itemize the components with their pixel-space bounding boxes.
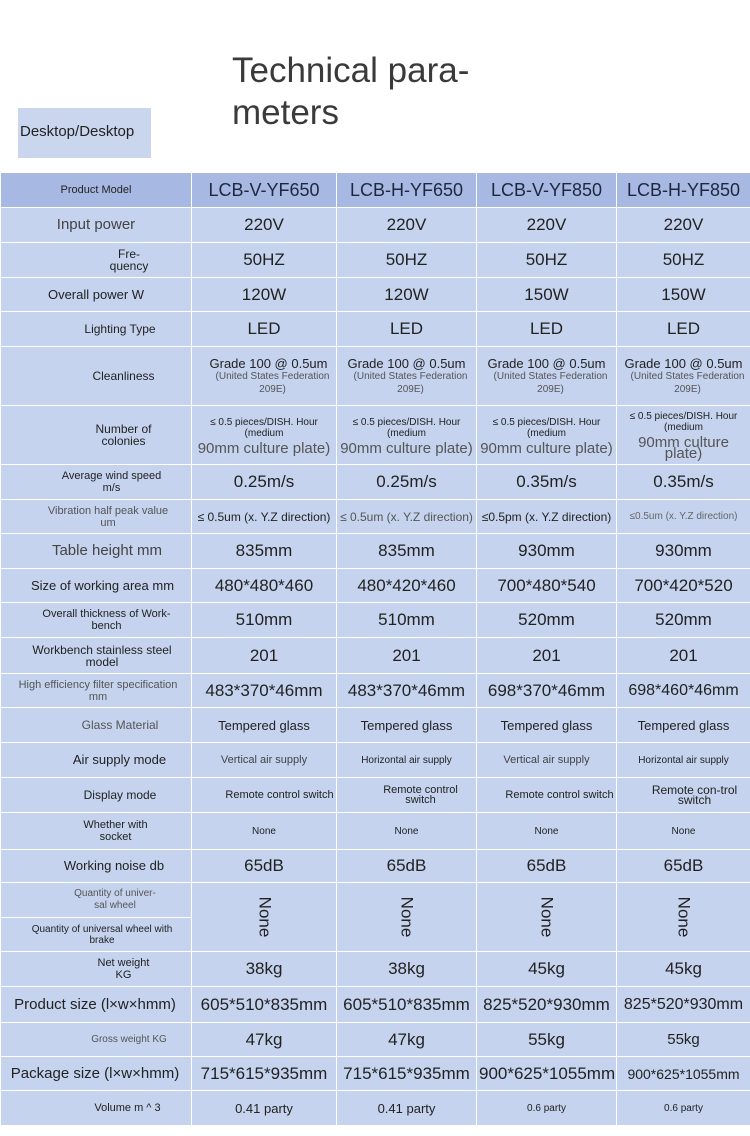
colonies-tail: 90mm culture plate) xyxy=(638,434,729,462)
net-weight-label xyxy=(1,952,192,987)
filter-label-b: mm xyxy=(88,690,108,703)
table-height-label: Table height mm xyxy=(1,534,192,569)
cleanliness-cell xyxy=(337,347,477,406)
steel-label-b: model xyxy=(85,654,119,669)
value-cell: ≤ 0.5um (x. Y.Z direction) xyxy=(192,500,337,534)
frequency-label-a: Fre- xyxy=(118,247,140,261)
universal-wheel-label-b: sal wheel xyxy=(94,900,136,911)
value-cell: 605*510*835mm xyxy=(192,987,337,1023)
package-size-label: Package size (l×w×hmm) xyxy=(1,1057,192,1091)
model-1: LCB-V-YF650 xyxy=(192,173,337,208)
display-label: Display mode xyxy=(1,778,192,813)
value-cell: 0.35m/s xyxy=(477,465,617,500)
value-cell: 150W xyxy=(617,278,750,312)
input-power-label: Input power xyxy=(1,208,192,243)
volume-label: Volume m ^ 3 xyxy=(1,1091,192,1126)
value-cell: None xyxy=(337,813,477,850)
wheel-value-cell xyxy=(192,883,337,952)
wheel-value-cell xyxy=(337,883,477,952)
cleanliness-label: Cleanliness xyxy=(1,347,192,406)
value-cell: 38kg xyxy=(337,952,477,987)
value-cell: 835mm xyxy=(192,534,337,569)
colonies-cell xyxy=(192,406,337,465)
vibration-label-a: Vibration half peak value xyxy=(47,504,169,517)
value-cell: 480*420*460 xyxy=(337,569,477,603)
filter-label-a: High efficiency filter specification xyxy=(18,678,178,691)
value-cell: 55kg xyxy=(477,1023,617,1057)
value-cell: 47kg xyxy=(192,1023,337,1057)
value-cell: 0.6 party xyxy=(477,1091,617,1126)
product-model-label: Product Model xyxy=(1,173,192,208)
cleanliness-main: Grade 100 @ 0.5um xyxy=(347,355,466,371)
colonies-tail: 90mm culture plate) xyxy=(340,439,473,457)
row-lighting xyxy=(1,312,750,347)
product-size-label: Product size (l×w×hmm) xyxy=(1,987,192,1023)
universal-wheel-label-a: Quantity of univer- xyxy=(74,888,156,899)
value-cell: 698*460*46mm xyxy=(617,674,750,708)
vibration-label-b: um xyxy=(100,516,116,529)
value-cell: Horizontal air supply xyxy=(617,743,750,778)
row-socket xyxy=(1,813,750,850)
value-cell: 55kg xyxy=(617,1023,750,1057)
colonies-cell xyxy=(337,406,477,465)
noise-label: Working noise db xyxy=(1,850,192,883)
value-cell: 715*615*935mm xyxy=(192,1057,337,1091)
socket-label-a: Whether with xyxy=(83,819,148,831)
value-cell: 0.6 party xyxy=(617,1091,750,1126)
value-cell: 65dB xyxy=(337,850,477,883)
value-cell: 38kg xyxy=(192,952,337,987)
row-gross-weight xyxy=(1,1023,750,1057)
value-cell: 50HZ xyxy=(617,243,750,278)
value-cell: 201 xyxy=(477,638,617,674)
row-product-size xyxy=(1,987,750,1023)
wind-speed-label-a: Average wind speed xyxy=(61,470,162,482)
value-cell: 825*520*930mm xyxy=(617,987,750,1023)
gross-weight-label: Gross weight KG xyxy=(1,1023,192,1057)
value-cell: 65dB xyxy=(192,850,337,883)
rotated-value: None xyxy=(397,896,417,938)
rotated-value: None xyxy=(537,896,557,938)
universal-wheel-label xyxy=(1,883,192,918)
colonies-label-b: colonies xyxy=(101,434,146,448)
cleanliness-main: Grade 100 @ 0.5um xyxy=(209,355,328,371)
working-area-label: Size of working area mm xyxy=(1,569,192,603)
row-input-power xyxy=(1,208,750,243)
row-universal-wheel xyxy=(1,883,750,918)
value-cell: None xyxy=(477,813,617,850)
thickness-label-b: bench xyxy=(91,620,122,632)
socket-label-b: socket xyxy=(99,831,132,843)
model-4: LCB-H-YF850 xyxy=(617,173,750,208)
value-cell: 65dB xyxy=(477,850,617,883)
wind-speed-label-b: m/s xyxy=(102,482,121,494)
cleanliness-main: Grade 100 @ 0.5um xyxy=(487,355,606,371)
value-cell: 50HZ xyxy=(337,243,477,278)
row-filter xyxy=(1,674,750,708)
value-cell: 0.25m/s xyxy=(337,465,477,500)
brake-wheel-label-b: brake xyxy=(89,934,115,946)
value-cell: Horizontal air supply xyxy=(337,743,477,778)
value-cell: Remote control switch xyxy=(192,778,337,813)
value-cell: 900*625*1055mm xyxy=(617,1057,750,1091)
value-cell: Tempered glass xyxy=(337,708,477,743)
value-cell: 220V xyxy=(192,208,337,243)
rotated-value: None xyxy=(254,896,274,938)
row-noise xyxy=(1,850,750,883)
value-cell: 700*420*520 xyxy=(617,569,750,603)
row-thickness xyxy=(1,603,750,638)
model-2: LCB-H-YF650 xyxy=(337,173,477,208)
value-cell: LED xyxy=(337,312,477,347)
value-cell: 520mm xyxy=(477,603,617,638)
row-working-area xyxy=(1,569,750,603)
socket-label xyxy=(1,813,192,850)
colonies-cell xyxy=(477,406,617,465)
value-cell: 45kg xyxy=(617,952,750,987)
value-cell: 45kg xyxy=(477,952,617,987)
steel-label-a: Workbench stainless steel xyxy=(32,642,172,657)
value-cell: LED xyxy=(617,312,750,347)
glass-label: Glass Material xyxy=(1,708,192,743)
frequency-label xyxy=(1,243,192,278)
brake-wheel-label-a: Quantity of universal wheel with xyxy=(31,923,173,935)
wind-speed-label xyxy=(1,465,192,500)
net-weight-label-b: KG xyxy=(115,969,132,981)
value-cell: Tempered glass xyxy=(192,708,337,743)
value-cell: 483*370*46mm xyxy=(337,674,477,708)
value-cell: Remote con-trol switch xyxy=(617,778,750,813)
filter-label xyxy=(1,674,192,708)
value-cell: 220V xyxy=(617,208,750,243)
value-cell: Remote control switch xyxy=(477,778,617,813)
cleanliness-sub: (United States Federation 209E) xyxy=(215,370,330,395)
rotated-value: None xyxy=(674,896,694,938)
value-cell: 220V xyxy=(477,208,617,243)
colonies-tail: 90mm culture plate) xyxy=(197,439,331,457)
value-cell: 698*370*46mm xyxy=(477,674,617,708)
overall-power-label: Overall power W xyxy=(1,278,192,312)
value-cell: 65dB xyxy=(617,850,750,883)
value-cell: 0.35m/s xyxy=(617,465,750,500)
value-cell: 825*520*930mm xyxy=(477,987,617,1023)
value-cell: 480*480*460 xyxy=(192,569,337,603)
lighting-label: Lighting Type xyxy=(1,312,192,347)
cleanliness-sub: (United States Federation 209E) xyxy=(630,370,745,395)
steel-label xyxy=(1,638,192,674)
value-cell: 510mm xyxy=(192,603,337,638)
row-overall-power xyxy=(1,278,750,312)
model-3: LCB-V-YF850 xyxy=(477,173,617,208)
value-cell: 220V xyxy=(337,208,477,243)
cleanliness-cell xyxy=(477,347,617,406)
row-frequency xyxy=(1,243,750,278)
value-cell: 605*510*835mm xyxy=(337,987,477,1023)
value-cell: LED xyxy=(192,312,337,347)
value-cell: 930mm xyxy=(477,534,617,569)
value-cell: 510mm xyxy=(337,603,477,638)
value-cell: 50HZ xyxy=(192,243,337,278)
row-steel xyxy=(1,638,750,674)
value-cell: Tempered glass xyxy=(617,708,750,743)
row-cleanliness xyxy=(1,347,750,406)
page-title xyxy=(232,50,532,134)
value-cell: LED xyxy=(477,312,617,347)
frequency-label-b: quency xyxy=(109,259,149,273)
value-cell: 520mm xyxy=(617,603,750,638)
value-cell: 835mm xyxy=(337,534,477,569)
air-supply-label: Air supply mode xyxy=(1,743,192,778)
thickness-label-a: Overall thickness of Work- xyxy=(42,608,171,620)
row-colonies xyxy=(1,406,750,465)
colonies-main: ≤ 0.5 pieces/DISH. Hour (medium xyxy=(629,411,738,433)
cleanliness-sub: (United States Federation 209E) xyxy=(353,370,468,395)
value-cell: 120W xyxy=(337,278,477,312)
colonies-label xyxy=(1,406,192,465)
value-cell: 930mm xyxy=(617,534,750,569)
row-glass xyxy=(1,708,750,743)
cleanliness-main: Grade 100 @ 0.5um xyxy=(624,355,743,371)
row-net-weight xyxy=(1,952,750,987)
cleanliness-cell xyxy=(192,347,337,406)
value-cell: 50HZ xyxy=(477,243,617,278)
thickness-label xyxy=(1,603,192,638)
net-weight-label-a: Net weight xyxy=(97,957,150,969)
value-cell: Remote control switch xyxy=(337,778,477,813)
title-line-1: Technical para- xyxy=(232,51,470,90)
row-display xyxy=(1,778,750,813)
title-line-2: meters xyxy=(232,93,339,132)
value-cell: ≤ 0.5um (x. Y.Z direction) xyxy=(337,500,477,534)
value-cell: 120W xyxy=(192,278,337,312)
header-row xyxy=(1,173,750,208)
row-package-size xyxy=(1,1057,750,1091)
value-cell: Tempered glass xyxy=(477,708,617,743)
value-cell: 900*625*1055mm xyxy=(477,1057,617,1091)
colonies-main: ≤ 0.5 pieces/DISH. Hour (medium xyxy=(352,416,461,439)
value-cell: 0.41 party xyxy=(337,1091,477,1126)
colonies-label-a: Number of xyxy=(95,422,152,436)
value-cell: 483*370*46mm xyxy=(192,674,337,708)
value-cell: 201 xyxy=(337,638,477,674)
value-cell: ≤0.5um (x. Y.Z direction) xyxy=(617,500,750,534)
colonies-cell xyxy=(617,406,750,465)
row-volume xyxy=(1,1091,750,1126)
wheel-value-cell xyxy=(617,883,750,952)
value-cell: 0.25m/s xyxy=(192,465,337,500)
value-cell: 700*480*540 xyxy=(477,569,617,603)
category-tag: Desktop/Desktop xyxy=(18,108,151,158)
cleanliness-sub: (United States Federation 209E) xyxy=(493,370,608,395)
value-cell: 201 xyxy=(617,638,750,674)
value-cell: Vertical air supply xyxy=(192,743,337,778)
value-cell: None xyxy=(192,813,337,850)
value-cell: ≤0.5pm (x. Y.Z direction) xyxy=(477,500,617,534)
value-cell: None xyxy=(617,813,750,850)
value-cell: 47kg xyxy=(337,1023,477,1057)
value-cell: 715*615*935mm xyxy=(337,1057,477,1091)
brake-wheel-label xyxy=(1,918,192,952)
row-air-supply xyxy=(1,743,750,778)
colonies-tail: 90mm culture plate) xyxy=(480,439,613,457)
colonies-main: ≤ 0.5 pieces/DISH. Hour (medium xyxy=(210,416,318,439)
row-wind-speed xyxy=(1,465,750,500)
value-cell: 0.41 party xyxy=(192,1091,337,1126)
value-cell: 201 xyxy=(192,638,337,674)
value-cell: Vertical air supply xyxy=(477,743,617,778)
row-table-height xyxy=(1,534,750,569)
vibration-label xyxy=(1,500,192,534)
row-vibration xyxy=(1,500,750,534)
colonies-main: ≤ 0.5 pieces/DISH. Hour (medium xyxy=(492,416,601,439)
cleanliness-cell xyxy=(617,347,750,406)
value-cell: 150W xyxy=(477,278,617,312)
wheel-value-cell xyxy=(477,883,617,952)
spec-table xyxy=(0,172,750,1126)
